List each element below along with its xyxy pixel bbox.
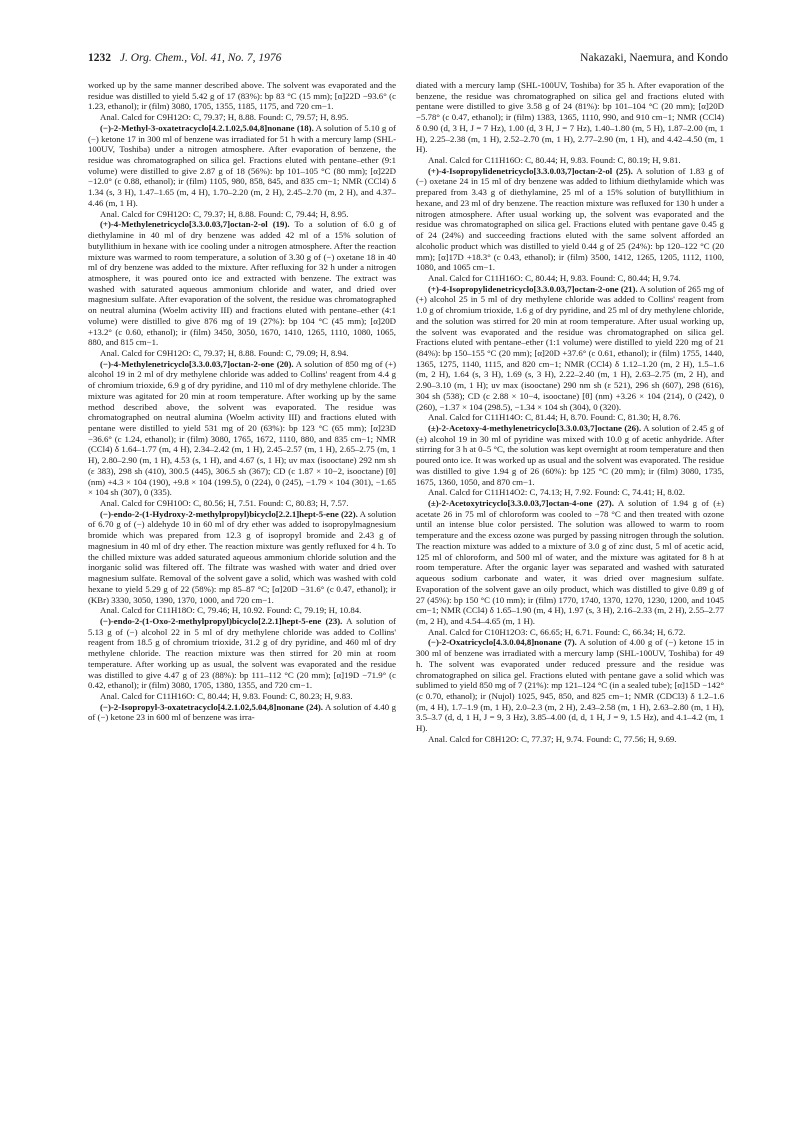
page-header [88, 52, 728, 68]
section-title: (+)-4-Isopropylidenetricyclo[3.3.0.03,7]octan-2-ol (25). [428, 165, 633, 176]
paragraph [416, 80, 724, 155]
paragraph-text: Anal. Calcd for C9H12O: C, 79.37; H, 8.88. Found: C, 79.09; H, 8.94. [100, 347, 349, 358]
paragraph-text: A solution of 265 mg of (+) alcohol 25 in 5 ml of dry methylene chloride was added to Collins' reagent from 1.0 g of chromium trioxide, 1.6 g of dry pyridine, and 25 ml of dry methylene chloride, and the solution was stirred for 20 min at room temperature. After usual working up, the solvent was evaporated and the residue was chromatographed on silica gel. Fractions eluted with pentane–ether (1:1 volume) were distilled to yield 220 mg of 21 (84%): bp 150–155 °C (20 mm); [α]20D +37.6° (c 0.61, ethanol); ir (film) 1755, 1440, 1365, 1275, 1140, 1115, and 820 cm−1; NMR (CCl4) δ 1.12–1.20 (m, 2 H), 1.5–1.6 (m, 2 H), 1.64 (s, 3 H), 1.69 (s, 3 H), 2.22–2.40 (m, 1 H), 2.63–2.75 (m, 2 H), and 2.90–3.10 (m, 1 H); uv max (isooctane) 290 nm sh (ε 521), 296 sh (607), 298 (616), 304 sh (538); CD (c 2.88 × 10−4, isooctane) [θ] (nm) +3.26 × 104 (214), 0 (242), 0 (260), −1.37 × 104 (298.5), −1.34 × 104 sh (304), 0 (320). [416, 283, 724, 412]
paragraph [88, 605, 396, 616]
paragraph-text: Anal. Calcd for C10H12O3: C, 66.65; H, 6.71. Found: C, 66.34; H, 6.72. [428, 626, 686, 637]
paragraph-text: Anal. Calcd for C8H12O: C, 77.37; H, 9.74. Found: C, 77.56; H, 9.69. [428, 733, 677, 744]
paragraph [88, 112, 396, 123]
paragraph-text: A solution of 850 mg of (+) alcohol 19 in 2 ml of dry methylene chloride was added to Collins' reagent from 4.4 g of chromium trioxide, 6.9 g of dry pyridine, and 110 ml of dry methylene chloride. The mixture was agitated for 20 min at room temperature. After working up by the same method described above, the solvent was evaporated. The residue was chromatographed on neutral alumina (Woelm activity III) and fractions eluted with pentane were distilled to yield 531 mg of 20 (63%): bp 123 °C (65 mm); [α]23D −36.6° (c 1.24, ethanol); ir (film) 3080, 1765, 1672, 1110, 880, and 835 cm−1; NMR (CCl4) δ 1.64–1.77 (m, 4 H), 2.34–2.42 (m, 1 H), 2.45–2.57 (m, 1 H), 2.65–2.75 (m, 1 H), 2.80–2.90 (m, 1 H), 4.53 (s, 1 H), and 4.67 (s, 1 H); uv max (isooctane) 292 nm sh (ε 383), 298 sh (410), 300.5 (445), 306.5 sh (367); CD (c 1.87 × 10−2, isooctane) [θ] (nm) +4.3 × 104 (190), +9.8 × 104 (199.5), 0 (224), 0 (245), −1.79 × 104 (301), −1.65 × 104 sh (307), 0 (335). [88, 358, 396, 498]
section-title: (±)-2-Acetoxytricyclo[3.3.0.03,7]octan-4-one (27). [428, 498, 614, 509]
paragraph [416, 423, 724, 487]
section-title: (+)-4-Isopropylidenetricyclo[3.3.0.03,7]octan-2-one (21). [428, 283, 638, 294]
paragraph [88, 80, 396, 112]
paragraph [88, 219, 396, 348]
section-title: (−)-4-Methylenetricyclo[3.3.0.03,7]octan-2-one (20). [100, 358, 294, 369]
paragraph [416, 166, 724, 273]
section-title: (−)-2-Isopropyl-3-oxatetracyclo[4.2.1.02,5.04,8]nonane (24). [100, 701, 324, 712]
paragraph [88, 498, 396, 509]
paragraph-text: Anal. Calcd for C11H16O: C, 80.44; H, 9.83. Found: C, 80.23; H, 9.83. [100, 690, 353, 701]
paragraph [88, 359, 396, 498]
paragraph [88, 702, 396, 723]
paragraph [88, 209, 396, 220]
paragraph-text: A solution of 5.13 g of (−) alcohol 22 in 5 ml of dry methylene chloride was added to Collins' reagent from 18.5 g of chromium trioxide, 31.2 g of dry pyridine, and 460 ml of dry methylene chloride. The reaction mixture was then stirred for 20 min at room temperature. After working up as usual, the solvent was evaporated and the residue was distilled to give 4.47 g of 23 (88%): bp 111–112 °C (20 mm); [α]19D −71.9° (c 0.42, ethanol); ir (film) 3080, 1705, 1380, 1355, and 720 cm−1. [88, 615, 396, 691]
paragraph [88, 616, 396, 691]
paragraph-text: A solution of 6.70 g of (−) aldehyde 10 in 60 ml of dry ether was added to isopropylmagnesium bromide which was prepared from 12.3 g of isopropyl bromide and 2.43 g of magnesium in 40 ml of dry ether. The reaction mixture was gently refluxed for 4 h. To the chilled mixture was added saturated aqueous ammonium chloride solution and the inorganic solid was filtered off. The filtrate was washed with water and dried over magnesium sulfate. Removal of the solvent gave a solid, which was washed with cold hexane to yield 5.29 g of 22 (58%): mp 85–87 °C; [α]20D −31.6° (c 0.47, ethanol); ir (KBr) 3330, 3050, 1390, 1370, 1000, and 720 cm−1. [88, 508, 396, 605]
paragraph-text: To a solution of 6.0 g of diethylamine in 40 ml of dry benzene was added 42 ml of a 15% solution of butyllithium in hexane with ice cooling under a nitrogen atmosphere. After the reaction mixture was warmed to room temperature, a solution of 3.30 g of (−) oxetane 18 in 40 ml of dry benzene was added to the mixture. After refluxing for 32 h under a nitrogen atmosphere, it was poured onto ice and extracted with benzene. The extract was washed with saturated aqueous ammonium chloride and water, and dried over magnesium sulfate. After evaporation of the solvent, the residue was chromatographed on neutral alumina (Woelm activity III) and fractions eluted with pentane–ether (4:1 volume) were distilled to give 876 mg of 19 (27%): bp 104 °C (45 mm); [α]20D +13.2° (c 0.60, ethanol); ir (film) 3450, 3050, 1670, 1410, 1265, 1110, 1080, 1065, 880, and 815 cm−1. [88, 219, 396, 348]
running-authors: Nakazaki, Naemura, and Kondo [580, 52, 728, 64]
paragraph-text: Anal. Calcd for C11H14O: C, 81.44; H, 8.70. Found: C, 81.30; H, 8.76. [428, 412, 681, 423]
paragraph [88, 123, 396, 209]
paragraph-text: Anal. Calcd for C11H18O: C, 79.46; H, 10.92. Found: C, 79.19; H, 10.84. [100, 605, 362, 616]
paragraph-text: diated with a mercury lamp (SHL-100UV, Toshiba) for 35 h. After evaporation of the benzene, the residue was chromatographed on silica gel and fractions eluted with pentane were distilled to give 3.58 g of 24 (81%): bp 101–104 °C (20 mm); [α]20D −5.78° (c 0.47, ethanol); ir (film) 1383, 1365, 1110, 990, and 910 cm−1; NMR (CCl4) δ 0.90 (d, 3 H, J = 7 Hz), 1.00 (d, 3 H, J = 7 Hz), 1.40–1.80 (m, 5 H), 1.87–2.00 (m, 1 H), 2.25–2.38 (m, 1 H), 2.52–2.70 (m, 1 H), 2.77–2.90 (m, 1 H), and 4.42–4.50 (m, 1 H). [416, 80, 724, 155]
paragraph-text: Anal. Calcd for C9H12O: C, 79.37; H, 8.88. Found: C, 79.57; H, 8.95. [100, 112, 349, 123]
section-title: (+)-4-Methylenetricyclo[3.3.0.03,7]octan-2-ol (19). [100, 219, 290, 230]
paragraph [416, 627, 724, 638]
paragraph-text: worked up by the same manner described above. The solvent was evaporated and the residue was distilled to yield 5.42 g of 17 (83%): bp 83 °C (15 mm); [α]22D −93.6° (c 1.23, ethanol); ir (film) 3080, 1705, 1355, 1185, 1175, and 720 cm−1. [88, 80, 396, 112]
paragraph [416, 734, 724, 745]
paragraph-text: A solution of 1.94 g of (±) acetate 26 in 75 ml of chloroform was cooled to −78 °C and then treated with ozone until an intense blue color persisted. The solution was allowed to warm to room temperature and the excess ozone was purged by passing nitrogen through the solution. The reaction mixture was added to a mixture of 3.0 g of zinc dust, 5 ml of acetic acid, 125 ml of chloroform, and 500 ml of water, and the mixture was agitated for 8 h at room temperature. After the organic layer was separated and washed with saturated aqueous sodium carbonate and water, it was dried over magnesium sulfate. Evaporation of the solvent gave an oily product, which was distilled to give 0.89 g of 27 (45%): bp 150 °C (10 mm); ir (film) 1770, 1740, 1370, 1270, 1230, 1200, and 1045 cm−1; NMR (CCl4) δ 1.65–1.90 (m, 4 H), 1.97 (s, 3 H), 2.16–2.33 (m, 2 H), 2.55–2.77 (m, 2 H), and 4.54–4.65 (m, 1 H). [416, 498, 724, 626]
paragraph [88, 691, 396, 702]
section-title: (±)-2-Acetoxy-4-methylenetricyclo[3.3.0.03,7]octane (26). [428, 423, 642, 433]
paragraph [416, 637, 724, 733]
paragraph-text: A solution of 1.83 g of (−) oxetane 24 in 15 ml of dry benzene was added to lithium diethylamide which was prepared from 3.43 g of diethylamine, 25 ml of a 15% solution of butyllithium in hexane, and 23 ml of dry benzene. The reaction mixture was refluxed for 130 h under a nitrogen atmosphere. After usual working up, the solvent was evaporated and the residue was chromatographed on silica gel. Fractions eluted with pentane gave 0.45 g of 24 (24%) and succeeding fractions eluted with the same solvent afforded an alcoholic product which was distilled to yield 0.44 g of 25 (24%): bp 120–122 °C (20 mm); [α]17D +18.3° (c 0.43, ethanol); ir (film) 3500, 1412, 1265, 1205, 1112, 1100, 1080, and 1065 cm−1. [416, 165, 724, 273]
paragraph-text: A solution of 4.40 g of (−) ketone 23 in 600 ml of benzene was irra- [88, 701, 396, 723]
section-title: (−)-2-Methyl-3-oxatetracyclo[4.2.1.02,5.04,8]nonane (18). [100, 122, 314, 133]
paragraph-text: Anal. Calcd for C9H12O: C, 79.37; H, 8.88. Found: C, 79.44; H, 8.95. [100, 208, 349, 219]
section-title: (−)-2-Oxatricyclo[4.3.0.04,8]nonane (7). [428, 637, 577, 648]
journal-citation: J. Org. Chem., Vol. 41, No. 7, 1976 [119, 52, 282, 64]
paragraph-text: A solution of 4.00 g of (−) ketone 15 in 300 ml of benzene was irradiated with a mercury lamp (SHL-100UV, Toshiba) for 49 h. The solvent was evaporated under reduced pressure and the residue was chromatographed on silica gel. Fractions eluted with pentane gave a solid which was sublimed to yield 850 mg of 7 (21%): mp 121–124 °C (in a sealed tube); [α]15D −142° (c 0.70, ethanol); ir (Nujol) 1025, 945, 850, and 825 cm−1; NMR (CDCl3) δ 1.2–1.6 (m, 4 H), 1.7–1.9 (m, 1 H), 2.0–2.3 (m, 2 H), 2.43–2.58 (m, 1 H), 2.63–2.80 (m, 1 H), 3.5–3.7 (d, d, 1 H, J = 9, 3 Hz), 3.85–4.00 (d, d, 1 H, J = 9, 1.5 Hz), and 4.1–4.2 (m, 1 H). [416, 637, 724, 734]
paragraph-text: A solution of 2.45 g of (±) alcohol 19 in 30 ml of pyridine was mixed with 10.0 g of acetic anhydride. After stirring for 3 h at 0–5 °C, the solution was kept overnight at room temperature and then poured onto ice. It was worked up as usual and the solvent was evaporated. The residue was distilled to give 1.94 g of 26 (60%): bp 125 °C (20 mm); ir (film) 3080, 1735, 1675, 1360, 1050, and 870 cm−1. [416, 423, 724, 487]
paragraph [416, 498, 724, 627]
section-title: (−)-endo-2-(1-Oxo-2-methylpropyl)bicyclo[2.2.1]hept-5-ene (23). [100, 615, 343, 626]
paragraph [416, 412, 724, 423]
right-column [416, 80, 724, 1110]
paragraph-text: A solution of 5.10 g of (−) ketone 17 in 300 ml of benzene was irradiated for 51 h with a mercury lamp (SHL-100UV, Toshiba) under a nitrogen atmosphere. After evaporation of benzene, the residue was chromatographed on silica gel. Fractions eluted with pentane–ether (9:1 volume) were distilled to give 2.87 g of 18 (56%): bp 101–105 °C (80 mm); [α]22D −12.0° (c 0.88, ethanol); ir (film) 1105, 980, 858, 845, and 835 cm−1; NMR (CCl4) δ 1.34 (s, 3 H), 1.47–1.65 (m, 4 H), 1.70–2.20 (m, 2 H), 2.45–2.70 (m, 2 H), and 4.37–4.46 (m, 1 H). [88, 122, 396, 208]
paragraph-text: Anal. Calcd for C9H10O: C, 80.56; H, 7.51. Found: C, 80.83; H, 7.57. [100, 498, 349, 509]
paragraph-text: Anal. Calcd for C11H16O: C, 80.44; H, 9.83. Found: C, 80.19; H, 9.81. [428, 155, 681, 166]
paragraph [416, 487, 724, 498]
paragraph [88, 509, 396, 605]
paragraph [88, 348, 396, 359]
paragraph-text: Anal. Calcd for C11H14O2: C, 74.13; H, 7.92. Found: C, 74.41; H, 8.02. [428, 487, 685, 498]
header-left [88, 52, 281, 64]
left-column [88, 80, 396, 1110]
section-title: (−)-endo-2-(1-Hydroxy-2-methylpropyl)bicyclo[2.2.1]hept-5-ene (22). [100, 508, 358, 519]
paragraph [416, 155, 724, 166]
paragraph [416, 284, 724, 413]
paragraph [416, 273, 724, 284]
page-number: 1232 [88, 52, 111, 64]
paragraph-text: Anal. Calcd for C11H16O: C, 80.44; H, 9.83. Found: C, 80.44; H, 9.74. [428, 272, 681, 283]
